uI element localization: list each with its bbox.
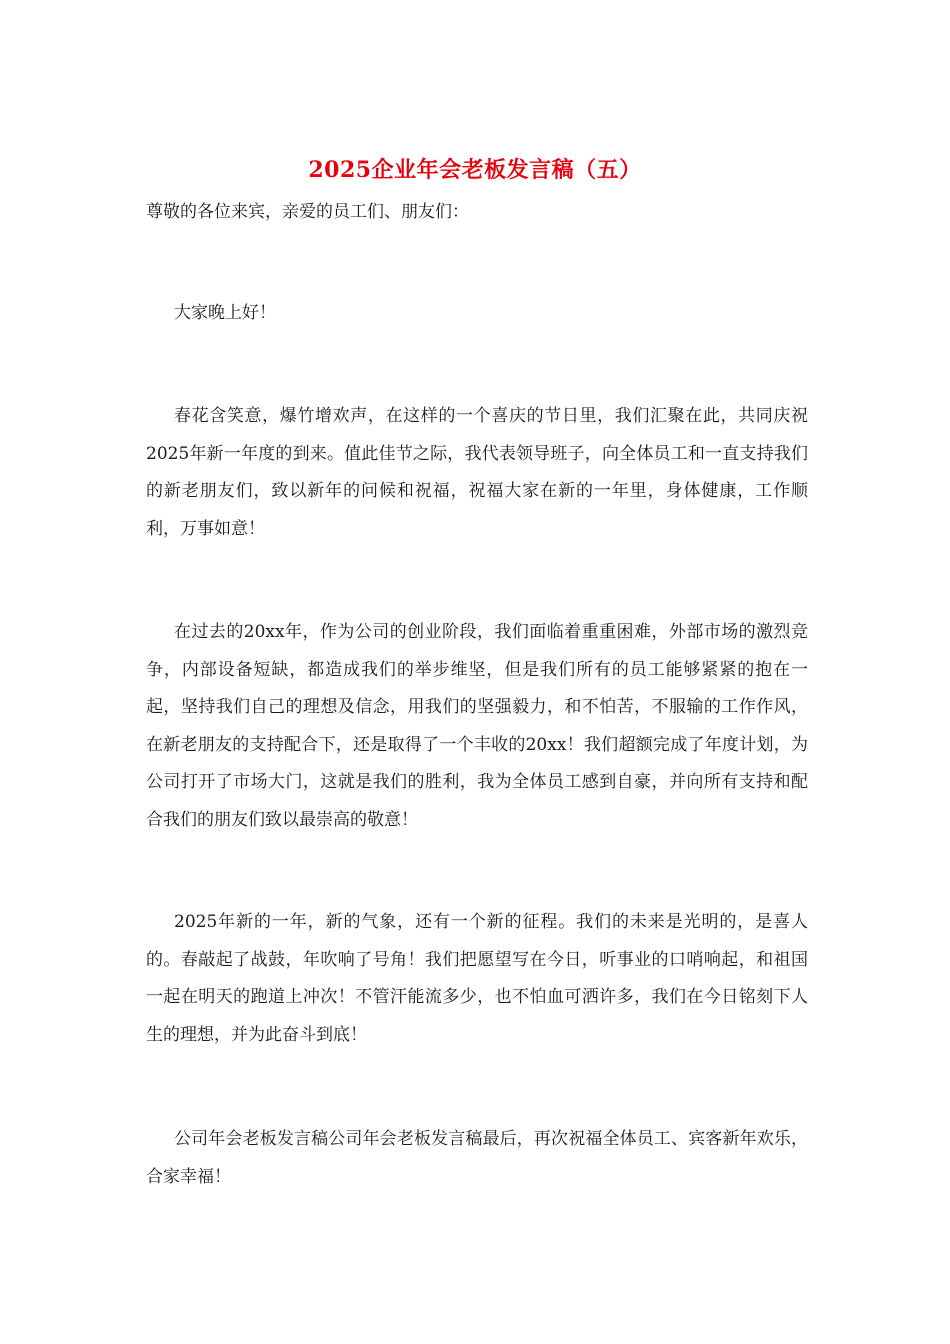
paragraph-new-year-wishes: 春花含笑意，爆竹增欢声，在这样的一个喜庆的节日里，我们汇聚在此，共同庆祝2025年新一年度的到来。值此佳节之际，我代表领导班子，向全体员工和一直支持我们的新老朋友们，致以新年的问候和祝福，祝福大家在新的一年里，身体健康，工作顺利，万事如意！ (146, 406, 808, 539)
paragraph-greeting: 大家晚上好！ (174, 303, 276, 323)
paragraph-future-outlook: 2025年新的一年，新的气象，还有一个新的征程。我们的未来是光明的，是喜人的。春敲起了战鼓，年吹响了号角！我们把愿望写在今日，听事业的口哨响起，和祖国一起在明天的跑道上冲次！不管汗能流多少，也不怕血可洒许多，我们在今日铭刻下人生的理想，并为此奋斗到底！ (146, 912, 808, 1045)
salutation: 尊敬的各位来宾，亲爱的员工们、朋友们： (146, 202, 469, 222)
paragraph-closing: 公司年会老板发言稿公司年会老板发言稿最后，再次祝福全体员工、宾客新年欢乐，合家幸福！ (146, 1129, 808, 1187)
paragraph-past-year-review: 在过去的20xx年，作为公司的创业阶段，我们面临着重重困难，外部市场的激烈竞争，内部设备短缺，都造成我们的举步维坚，但是我们所有的员工能够紧紧的抱在一起，坚持我们自己的理想及信念，用我们的坚强毅力，和不怕苦，不服输的工作作风，在新老朋友的支持配合下，还是取得了一个丰收的20xx！我们超额完成了年度计划，为公司打开了市场大门，这就是我们的胜利，我为全体员工感到自豪，并向所有支持和配合我们的朋友们致以最崇高的敬意！ (146, 622, 808, 830)
document-title: 2025企业年会老板发言稿（五） (308, 157, 642, 183)
